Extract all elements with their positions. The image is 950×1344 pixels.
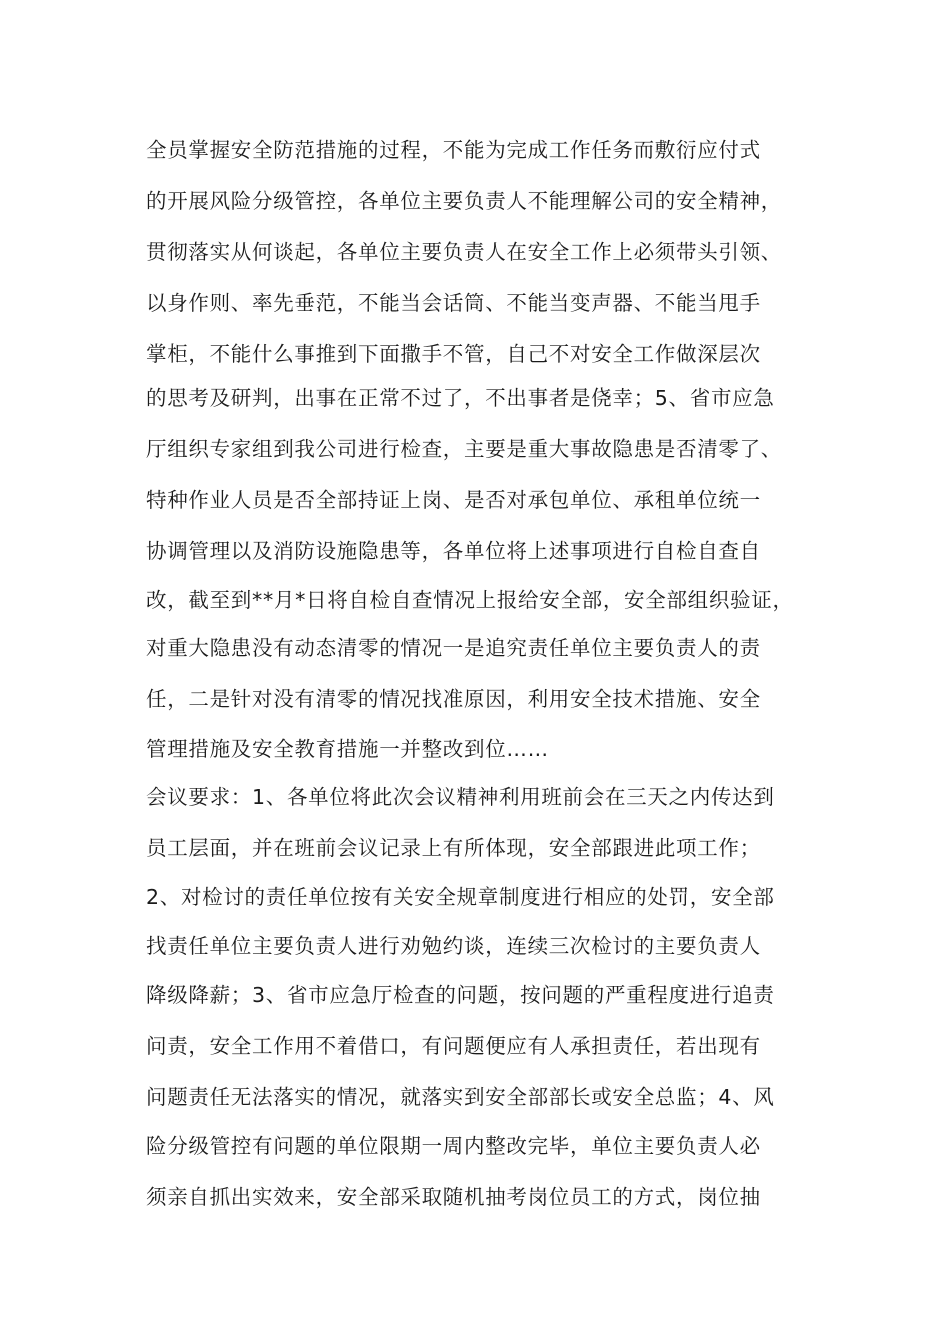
text-line: 任，二是针对没有清零的情况找准原因，利用安全技术措施、安全 [146, 687, 761, 711]
text-line: 的思考及研判，出事在正常不过了，不出事者是侥幸；5、省市应急 [146, 386, 775, 410]
text-line: 问题责任无法落实的情况，就落实到安全部部长或安全总监；4、风 [146, 1085, 775, 1109]
text-line: 全员掌握安全防范措施的过程，不能为完成工作任务而敷衍应付式 [146, 138, 761, 162]
text-line: 管理措施及安全教育措施一并整改到位…… [146, 737, 549, 761]
text-line: 险分级管控有问题的单位限期一周内整改完毕，单位主要负责人必 [146, 1134, 761, 1158]
text-line: 降级降薪；3、省市应急厅检查的问题，按问题的严重程度进行追责 [146, 983, 775, 1007]
text-line: 员工层面，并在班前会议记录上有所体现，安全部跟进此项工作； [146, 836, 761, 860]
text-line: 会议要求：1、各单位将此次会议精神利用班前会在三天之内传达到 [146, 785, 775, 809]
text-line: 协调管理以及消防设施隐患等，各单位将上述事项进行自检自查自 [146, 539, 761, 563]
text-line: 特种作业人员是否全部持证上岗、是否对承包单位、承租单位统一 [146, 488, 761, 512]
text-line: 找责任单位主要负责人进行劝勉约谈，连续三次检讨的主要负责人 [146, 934, 761, 958]
text-line: 2、对检讨的责任单位按有关安全规章制度进行相应的处罚，安全部 [146, 885, 775, 909]
text-line: 以身作则、率先垂范，不能当会话筒、不能当变声器、不能当甩手 [146, 291, 761, 315]
text-line: 须亲自抓出实效来，安全部采取随机抽考岗位员工的方式，岗位抽 [146, 1185, 761, 1209]
text-line: 厅组织专家组到我公司进行检查，主要是重大事故隐患是否清零了、 [146, 437, 782, 461]
text-line: 贯彻落实从何谈起，各单位主要负责人在安全工作上必须带头引领、 [146, 240, 782, 264]
text-line: 改，截至到**月*日将自检自查情况上报给安全部，安全部组织验证， [146, 588, 794, 612]
text-line: 掌柜，不能什么事推到下面撒手不管，自己不对安全工作做深层次 [146, 342, 761, 366]
text-line: 问责，安全工作用不着借口，有问题便应有人承担责任，若出现有 [146, 1034, 761, 1058]
text-line: 的开展风险分级管控，各单位主要负责人不能理解公司的安全精神， [146, 189, 782, 213]
text-line: 对重大隐患没有动态清零的情况一是追究责任单位主要负责人的责 [146, 636, 761, 660]
